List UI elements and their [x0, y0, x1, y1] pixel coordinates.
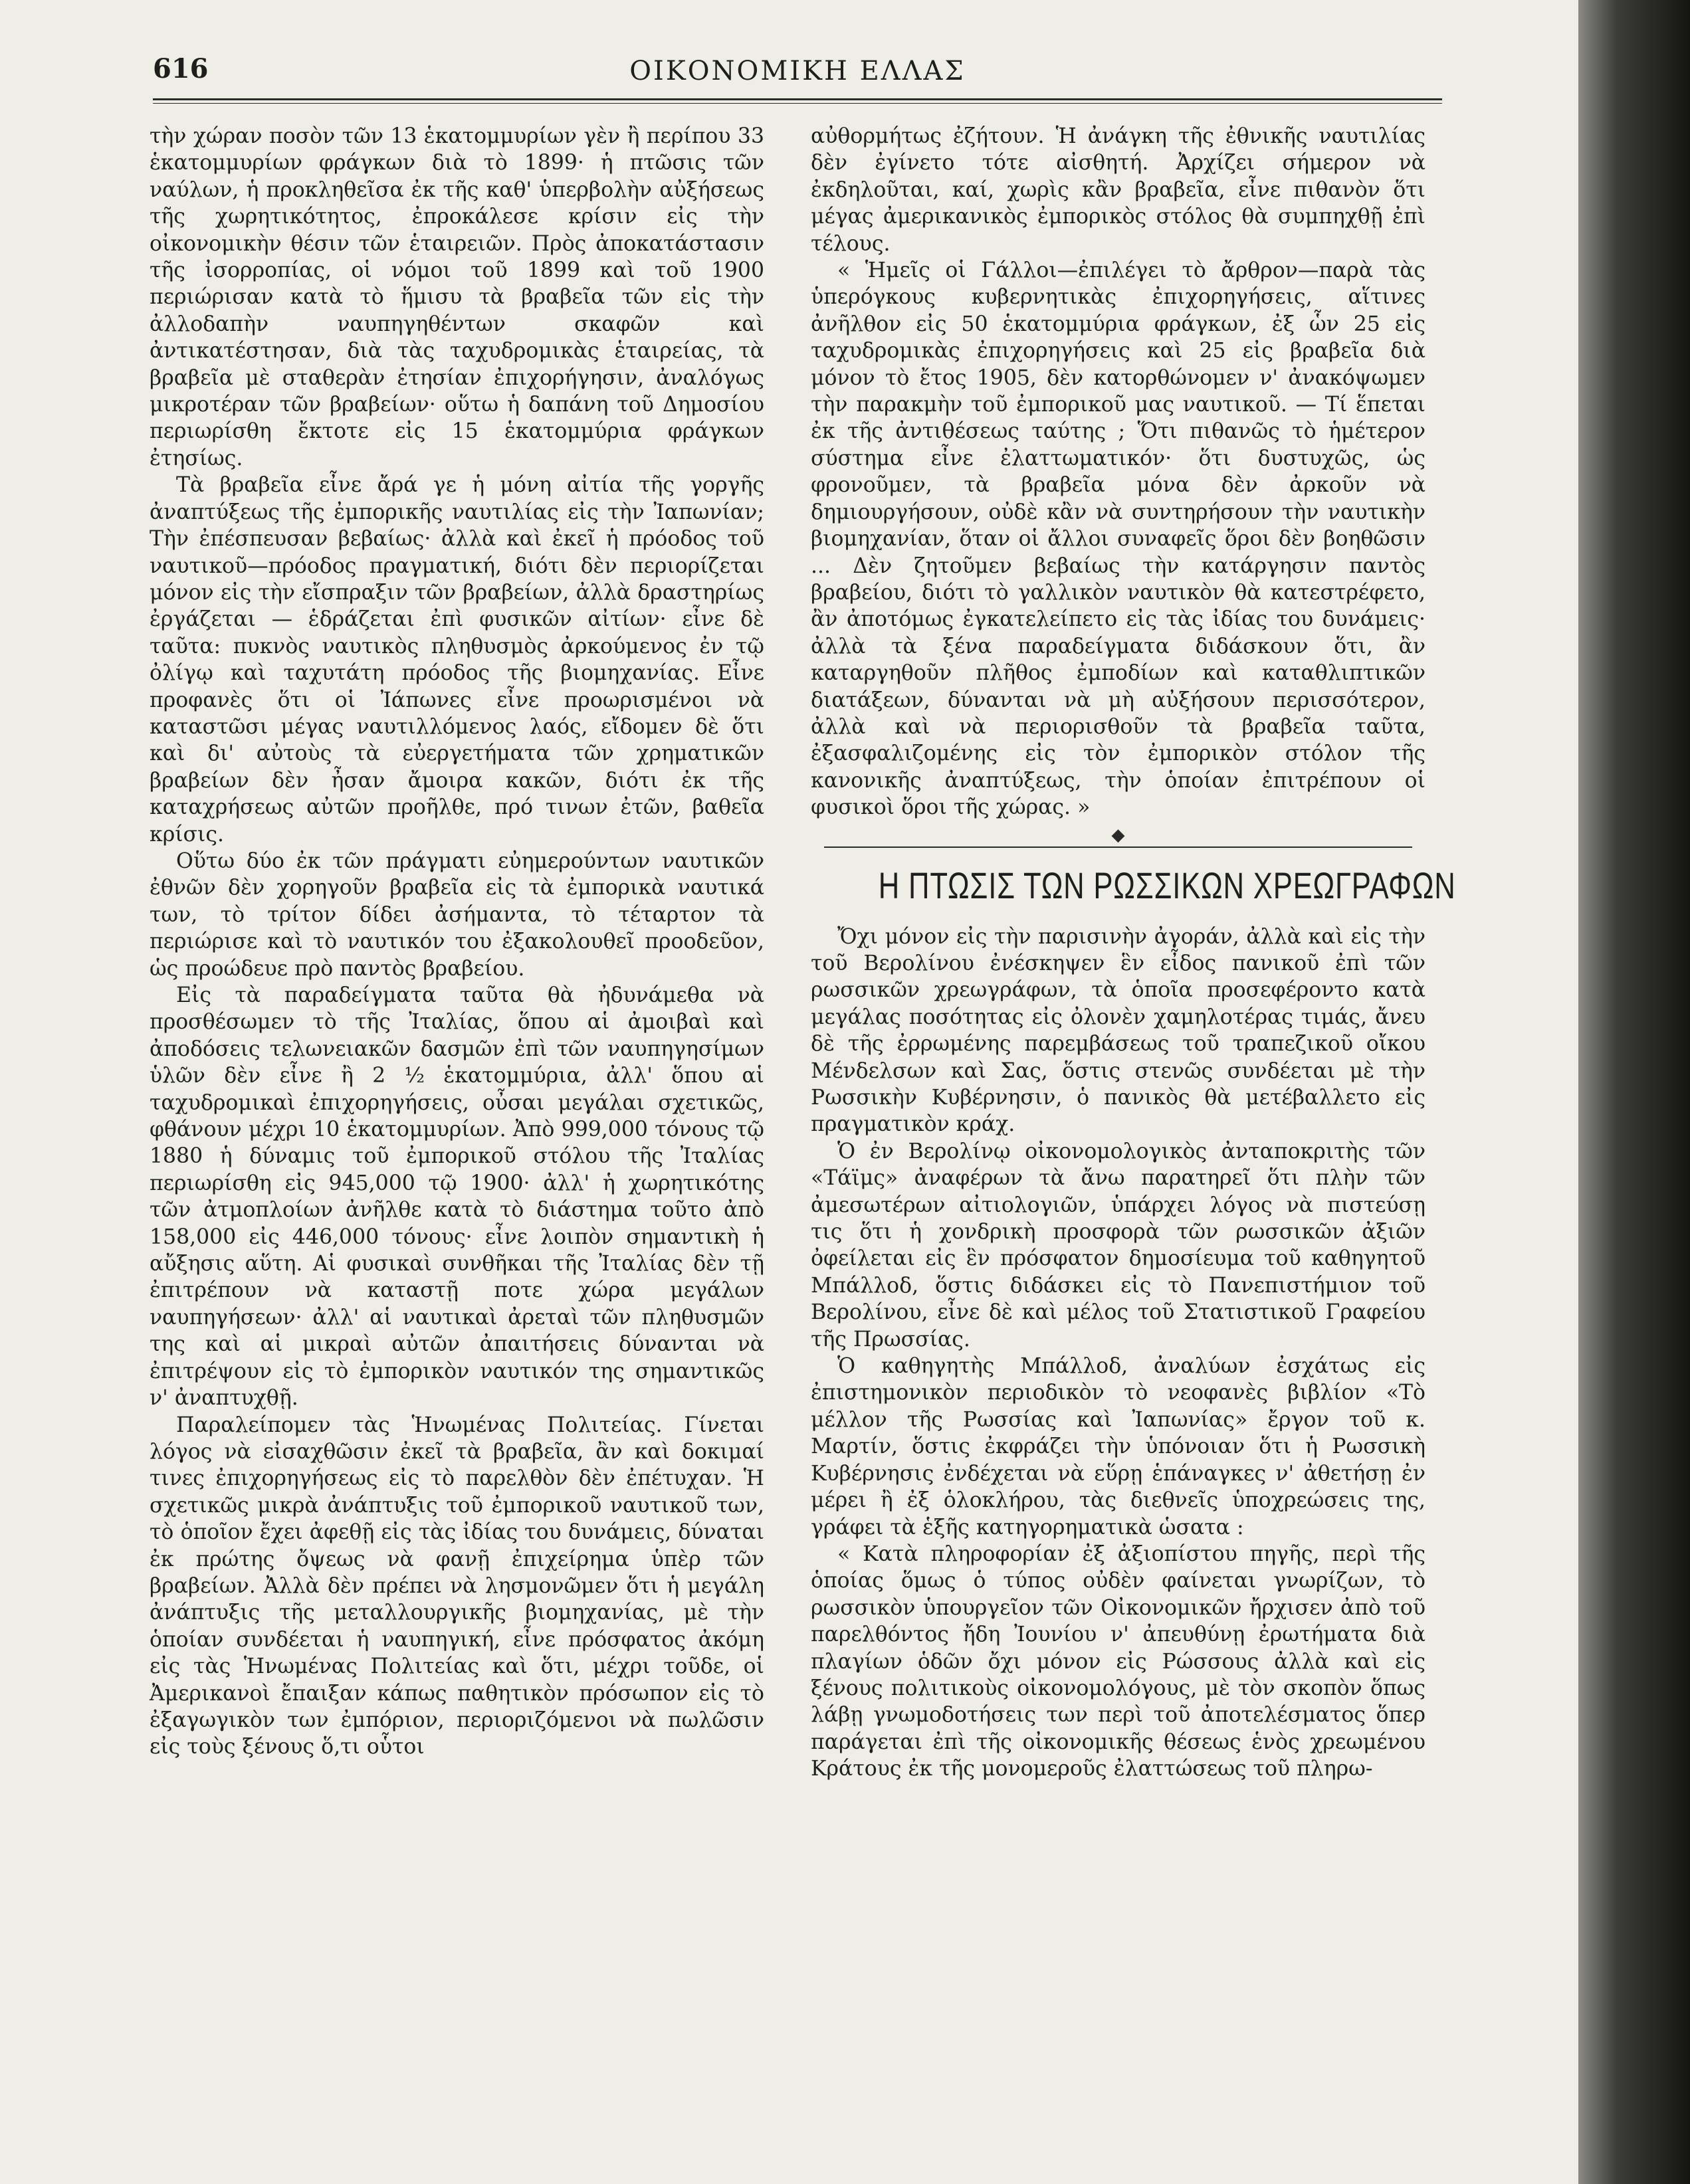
paragraph: « Κατὰ πληροφορίαν ἐξ ἀξιοπίστου πηγῆς, περὶ τῆς ὁποίας ὅμως ὁ τύπος οὐδὲν φαίνεται γνωρίζων, τὸ ρωσσικὸν ὑπουργεῖον τῶν Οἰκονομικῶν ἤρχισεν ἀπὸ τοῦ παρελθόντος ἤδη Ἰουνίου ν' ἀπευθύνῃ ἐρωτήματα διὰ πλαγίων ὁδῶν ὄχι μόνον εἰς Ρώσσους ἀλλὰ καὶ εἰς ξένους πολιτικοὺς οἰκονομολόγους, μὲ τὸν σκοπὸν ὅπως λάβῃ γνωμοδοτήσεις των περὶ τοῦ ἀποτελέσματος ὅπερ παράγεται ἐπὶ τῆς οἰκονομικῆς θέσεως ἑνὸς χρεωμένου Κράτους ἐκ τῆς μονομεροῦς ἐλαττώσεως τοῦ πληρω-: [811, 1541, 1426, 1781]
right-column: [811, 123, 1456, 1783]
left-column: [150, 123, 764, 1761]
section-divider: [824, 846, 1412, 848]
paragraph: Εἰς τὰ παραδείγματα ταῦτα θὰ ἠδυνάμεθα νὰ προσθέσωμεν τὸ τῆς Ἰταλίας, ὅπου αἱ ἀμοιβαὶ καὶ ἀποδόσεις τελωνειακῶν δασμῶν ἐπὶ τῶν ναυπηγησίμων ὑλῶν δὲν εἶνε ἢ 2 ½ ἑκατομμύρια, ἀλλ' ὅπου αἱ ταχυδρομικαὶ ἐπιχορηγήσεις, οὖσαι μεγάλαι σχετικῶς, φθάνουν μέχρι 10 ἑκατομμυρίων. Ἀπὸ 999,000 τόνους τῷ 1880 ἡ δύναμις τοῦ ἐμπορικοῦ στόλου τῆς Ἰταλίας περιωρίσθη εἰς 945,000 τῷ 1900· ἀλλ' ἡ χωρητικότης τῶν ἀτμοπλοίων ἀνῆλθε κατὰ τὸ διάστημα τοῦτο ἀπὸ 158,000 εἰς 446,000 τόνους· εἶνε λοιπὸν σημαντικὴ ἡ αὔξησις αὕτη. Αἱ φυσικαὶ συνθῆκαι τῆς Ἰταλίας δὲν τῇ ἐπιτρέπουν νὰ καταστῇ ποτε χώρα μεγάλων ναυπηγήσεων· ἀλλ' αἱ ναυτικαὶ ἀρεταὶ τῶν πληθυσμῶν της καὶ αἱ μικραὶ αὐτῶν ἀπαιτήσεις δύνανται νὰ ἐπιτρέψουν εἰς τὸ ἐμπορικὸν ναυτικόν της σημαντικῶς ν' ἀναπτυχθῇ.: [150, 983, 764, 1411]
paragraph: Ὁ ἐν Βερολίνῳ οἰκονομολογικὸς ἀνταποκριτὴς τῶν «Τάϊμς» ἀναφέρων τὰ ἄνω παρατηρεῖ ὅτι πλὴν τῶν ἀμεσωτέρων αἰτιολογιῶν, ὑπάρχει λόγος νὰ πιστεύσῃ τις ὅτι ἡ χονδρικὴ προσφορὰ τῶν ρωσσικῶν ἀξιῶν ὀφείλεται εἰς ἓν πρόσφατον δημοσίευμα τοῦ καθηγητοῦ Μπάλλοδ, ὅστις διδάσκει εἰς τὸ Πανεπιστήμιον τοῦ Βερολίνου, εἶνε δὲ καὶ μέλος τοῦ Στατιστικοῦ Γραφείου τῆς Πρωσσίας.: [811, 1139, 1426, 1351]
paragraph: τὴν χώραν ποσὸν τῶν 13 ἑκατομμυρίων γὲν ἢ περίπου 33 ἑκατομμυρίων φράγκων διὰ τὸ 1899· ἡ πτῶσις τῶν ναύλων, ἡ προκληθεῖσα ἐκ τῆς καθ' ὑπερβολὴν αὐξήσεως τῆς χωρητικότητος, ἐπροκάλεσε κρίσιν εἰς τὴν οἰκονομικὴν θέσιν τῶν ἑταιρειῶν. Πρὸς ἀποκατάστασιν τῆς ἰσορροπίας, οἱ νόμοι τοῦ 1899 καὶ τοῦ 1900 περιώρισαν κατὰ τὸ ἥμισυ τὰ βραβεῖα τῶν εἰς τὴν ἀλλοδαπὴν ναυπηγηθέντων σκαφῶν καὶ ἀντικατέστησαν, διὰ τὰς ταχυδρομικὰς ἑταιρείας, τὰ βραβεῖα μὲ σταθερὰν ἐτησίαν ἐπιχορήγησιν, ἀναλόγως μικροτέραν τῶν βραβείων· οὕτω ἡ δαπάνη τοῦ Δημοσίου περιωρίσθη ἔκτοτε εἰς 15 ἑκατομμύρια φράγκων ἐτησίως.: [150, 124, 764, 470]
paragraph: Παραλείπομεν τὰς Ἡνωμένας Πολιτείας. Γίνεται λόγος νὰ εἰσαχθῶσιν ἐκεῖ τὰ βραβεῖα, ἂν καὶ δοκιμαί τινες ἐπιχορηγήσεως εἰς τὸ παρελθὸν δὲν ἐπέτυχαν. Ἡ σχετικῶς μικρὰ ἀνάπτυξις τοῦ ἐμπορικοῦ ναυτικοῦ των, τὸ ὁποῖον ἔχει ἀφεθῇ εἰς τὰς ἰδίας του δυνάμεις, δύναται ἐκ πρώτης ὄψεως νὰ φανῇ ἐπιχείρημα ὑπὲρ τῶν βραβείων. Ἀλλὰ δὲν πρέπει νὰ λησμονῶμεν ὅτι ἡ μεγάλη ἀνάπτυξις τῆς μεταλλουργικῆς βιομηχανίας, μὲ τὴν ὁποίαν συνδέεται ἡ ναυπηγική, εἶνε πρόσφατος ἀκόμη εἰς τὰς Ἡνωμένας Πολιτείας καὶ ὅτι, μέχρι τοῦδε, οἱ Ἀμερικανοὶ ἔπαιξαν κάπως παθητικὸν πρόσωπον εἰς τὸ ἐξαγωγικὸν των ἐμπόριον, περιοριζόμενοι νὰ πωλῶσιν εἰς τοὺς ξένους ὅ,τι οὗτοι: [150, 1413, 764, 1759]
section-ornament: ◆: [1111, 825, 1125, 845]
paragraph: Οὕτω δύο ἐκ τῶν πράγματι εὐημερούντων ναυτικῶν ἐθνῶν δὲν χορηγοῦν βραβεῖα εἰς τὰ ἐμπορικὰ ναυτικά των, τὸ τρίτον δίδει ἀσήμαντα, τὸ τέταρτον τὰ περιώρισε καὶ τὸ ναυτικόν του ἐξακολουθεῖ προοδεῦον, ὡς προώδευε πρὸ παντὸς βραβείου.: [150, 848, 764, 981]
paragraph: Ὄχι μόνον εἰς τὴν παρισινὴν ἀγοράν, ἀλλὰ καὶ εἰς τὴν τοῦ Βερολίνου ἐνέσκηψεν ἓν εἶδος πανικοῦ ἐπὶ τῶν ρωσσικῶν χρεωγράφων, τὰ ὁποῖα προσεφέροντο κατὰ μεγάλας ποσότητας εἰς ὀλονὲν χαμηλοτέρας τιμάς, ἄνευ δὲ τῆς ἐρρωμένης παρεμβάσεως τοῦ τραπεζικοῦ οἴκου Μένδελσων καὶ Σας, ὅστις στενῶς συνδέεται μὲ τὴν Ρωσσικὴν Κυβέρνησιν, ὁ πανικὸς θὰ μετέβαλλετο εἰς πραγματικὸν κράχ.: [811, 924, 1426, 1137]
paragraph: αὐθορμήτως ἐζήτουν. Ἡ ἀνάγκη τῆς ἐθνικῆς ναυτιλίας δὲν ἐγίνετο τότε αἰσθητή. Ἀρχίζει σήμερον νὰ ἐκδηλοῦται, καί, χωρὶς κἂν βραβεῖα, εἶνε πιθανὸν ὅτι μέγας ἀμερικανικὸς ἐμπορικὸς στόλος θὰ συμπηχθῇ ἐπὶ τέλους.: [811, 124, 1426, 256]
paragraph: « Ἡμεῖς οἱ Γάλλοι—ἐπιλέγει τὸ ἄρθρον—παρὰ τὰς ὑπερόγκους κυβερνητικὰς ἐπιχορηγήσεις, αἵτινες ἀνῆλθον εἰς 50 ἑκατομμύρια φράγκων, ἐξ ὧν 25 εἰς ταχυδρομικὰς ἐπιχορηγήσεις καὶ 25 εἰς βραβεῖα διὰ μόνον τὸ ἔτος 1905, δὲν κατορθώνομεν ν' ἀνακόψωμεν τὴν παρακμὴν τοῦ ἐμπορικοῦ μας ναυτικοῦ. — Τί ἕπεται ἐκ τῆς ἀντιθέσεως ταύτης ; Ὅτι πιθανῶς τὸ ἡμέτερον σύστημα εἶνε ἐλαττωματικόν· ὅτι δυστυχῶς, ὡς φρονοῦμεν, τὰ βραβεῖα μόνα δὲν ἀρκοῦν νὰ δημιουργήσουν, οὐδὲ κἂν νὰ συντηρήσουν τὴν ναυτικὴν βιομηχανίαν, ὅταν οἱ ἄλλοι συναφεῖς ὅροι δὲν βοηθῶσιν ... Δὲν ζητοῦμεν βεβαίως τὴν κατάργησιν παντὸς βραβείου, διότι τὸ γαλλικὸν ναυτικὸν θὰ κατεστρέφετο, ἂν ἀποτόμως ἐγκατελείπετο εἰς τὰς ἰδίας του δυνάμεις· ἀλλὰ τὰ ξένα παραδείγματα διδάσκουν ὅτι, ἂν καταργηθοῦν πλῆθος ἐμποδίων καὶ καταθλιπτικῶν διατάξεων, δύνανται νὰ μὴ αὐξήσουν περισσότερον, ἀλλὰ καὶ νὰ περιορισθοῦν τὰ βραβεῖα ταῦτα, ἐξασφαλιζομένης εἰς τὸν ἐμπορικὸν στόλον τῆς κανονικῆς ἀναπτύξεως, τὴν ὁποίαν ἐπιτρέπουν οἱ φυσικοὶ ὅροι τῆς χώρας. »: [811, 258, 1426, 820]
paragraph: Τὰ βραβεῖα εἶνε ἄρά γε ἡ μόνη αἰτία τῆς γοργῆς ἀναπτύξεως τῆς ἐμπορικῆς ναυτιλίας εἰς τὴν Ἰαπωνίαν; Τὴν ἐπέσπευσαν βεβαίως· ἀλλὰ καὶ ἐκεῖ ἡ πρόοδος τοῦ ναυτικοῦ—πρόοδος πραγματική, διότι δὲν περιορίζεται μόνον εἰς τὴν εἴσπραξιν τῶν βραβείων, ἀλλὰ δραστηρίως ἐργάζεται — ἑδράζεται ἐπὶ φυσικῶν αἰτίων· εἶνε δὲ ταῦτα: πυκνὸς ναυτικὸς πληθυσμὸς ἀρκούμενος ἐν τῷ ὀλίγῳ καὶ ταχυτάτη πρόοδος τῆς βιομηχανίας. Εἶνε προφανὲς ὅτι οἱ Ἰάπωνες εἶνε προωρισμένοι νὰ καταστῶσι μέγας ναυτιλλόμενος λαός, εἴδομεν δὲ ὅτι καὶ δι' αὐτοὺς τὰ εὐεργετήματα τῶν χρηματικῶν βραβείων δὲν ἦσαν ἄμοιρα κακῶν, διότι ἐκ τῆς καταχρήσεως αὐτῶν προῆλθε, πρό τινων ἐτῶν, βαθεῖα κρίσις.: [150, 473, 764, 846]
paragraph: Ὁ καθηγητὴς Μπάλλοδ, ἀναλύων ἐσχάτως εἰς ἐπιστημονικὸν περιοδικὸν τὸ νεοφανὲς βιβλίον «Τὸ μέλλον τῆς Ρωσσίας καὶ Ἰαπωνίας» ἔργον τοῦ κ. Μαρτίν, ὅστις ἐκφράζει τὴν ὑπόνοιαν ὅτι ἡ Ρωσσικὴ Κυβέρνησις ἐνδέχεται νὰ εὕρῃ ἑπάναγκες ν' ἀθετήσῃ ἐν μέρει ἢ ἐξ ὁλοκλήρου, τὰς διεθνεῖς ὑποχρεώσεις της, γράφει τὰ ἑξῆς κατηγορηματικὰ ὡσατα :: [811, 1354, 1426, 1539]
page-number: 616: [153, 53, 209, 84]
header-rule: [153, 98, 1442, 104]
page-header: [153, 47, 1442, 100]
running-title: ΟΙΚΟΝΟΜΙΚΗ ΕΛΛΑΣ: [629, 56, 966, 86]
article-title: Η ΠΤΩΣΙΣ ΤΩΝ ΡΩΣΣΙΚΩΝ ΧΡΕΩΓΡΑΦΩΝ: [878, 864, 1456, 906]
book-binding-edge: [1578, 0, 1690, 2184]
